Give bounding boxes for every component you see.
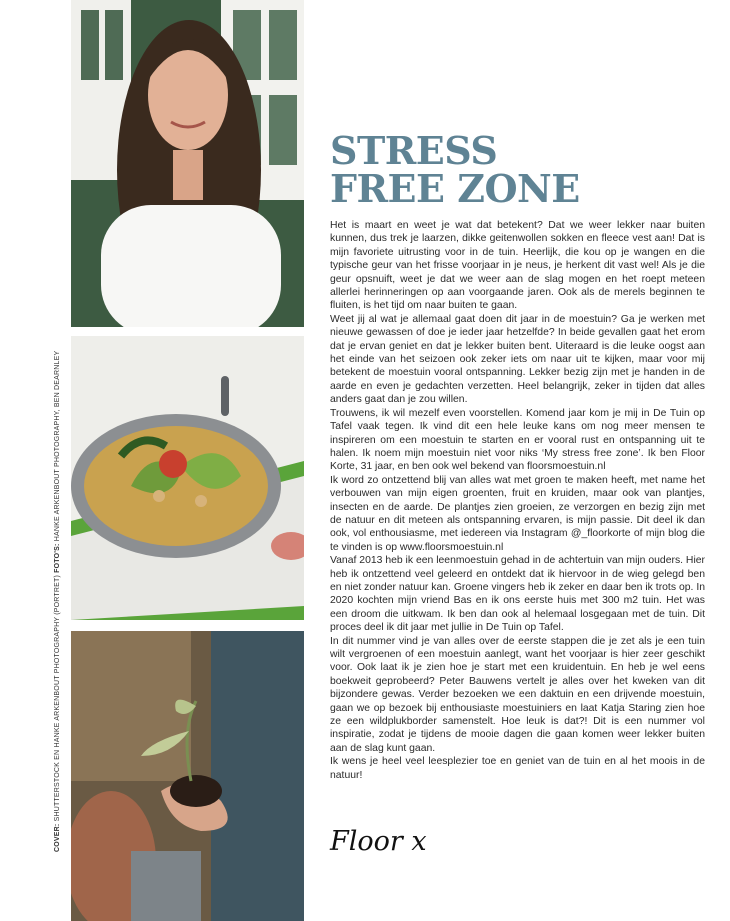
- paragraph-5: Vanaf 2013 heb ik een leenmoestuin gehad in de achtertuin van mijn ouders. Hier heb ik ontzettend veel geleerd en ontdekt dat ik hiervoor in de wieg gelegd ben en niet zonder natuur kan. Groene vingers heb ik zeker en daar ben ik trots op. In 2020 kochten mijn vriend Bas en ik ons eerste huis met 300 m2 tuin. Het was een droom die uitkwam. Ik ben dan ook al helemaal losgegaan met de tuin. Dit proces deel ik dit jaar met jullie in De Tuin op Tafel.: [330, 555, 705, 634]
- seedling-photo: [71, 631, 304, 921]
- article-body: [330, 219, 705, 782]
- photos-credit-text: HANKE ARKENBOUT PHOTOGRAPHY, BEN DEARNLEY: [54, 350, 61, 544]
- portrait-photo: [71, 0, 304, 327]
- title-line-1: STRESS: [330, 128, 498, 173]
- photos-credit-label: FOTO'S:: [54, 543, 61, 573]
- cover-credit-label: COVER:: [54, 823, 61, 852]
- paragraph-2: Weet jij al wat je allemaal gaat doen dit jaar in de moestuin? Ga je werken met nieuwe gewassen of doe je ieder jaar hetzelfde? In beide gevallen gaat het erom dat je ervan geniet en dat je lekker buiten bent. Uiteraard is die leuke oogst aan het einde van het seizoen ook zeker iets om naar uit te kijken, maar voor mij betekent de moestuin vooral ontspanning. Lekker bezig zijn met je handen in de aarde en even je gedachten verzetten. Heel belangrijk, zeker in tijden dat alles anders gaat dan je zou willen.: [330, 313, 705, 406]
- dish-photo: [71, 336, 304, 620]
- paragraph-4: Ik word zo ontzettend blij van alles wat met groen te maken heeft, met name het verbouwen van mijn eigen groenten, fruit en kruiden, maar ook van plantjes, insecten en de aarde. De plantjes zien groeien, ze verzorgen en bezig zijn met de natuur en dit meteen als ontspanning ervaren, is mijn passie. Dit deel ik dan ook, vol enthousiasme, met iedereen via Instagram @_floorkorte of mijn blog die te vinden is op www.floorsmoestuin.nl: [330, 474, 705, 553]
- signature: Floor x: [330, 826, 427, 857]
- paragraph-6: In dit nummer vind je van alles over de eerste stappen die je zet als je een tuin wilt vergroenen of een moestuin aanlegt, want het voorjaar is hier zeer geschikt voor. Ook laat ik je zien hoe je start met een kruidentuin. En heb je wel eens boekweit geprobeerd? Peter Bauwens vertelt je alles over het kweken van dit bijzondere gewas. Verder bezoeken we een daktuin en een drijvende moestuin, gaan we op bezoek bij enthousiaste moestuiniers en laat Katja Staring zien hoe ze een wildplukborder samenstelt. Hoe leuk is dat?! Dit is een nummer vol inspiratie, zodat je tijdens de mooie dagen die gaan komen weer lekker buiten aan de slag kunt gaan.: [330, 635, 705, 754]
- cover-credit-text: SHUTTERSTOCK EN HANKE ARKENBOUT PHOTOGRAPHY (PORTRET): [54, 572, 61, 824]
- paragraph-1: Het is maart en weet je wat dat betekent? Dat we weer lekker naar buiten kunnen, dus trek je laarzen, dikke geitenwollen sokken en fleece vest aan! Dat is mijn favoriete uitrusting voor in de tuin. Heerlijk, die kou op je wangen en die typische geur van het frisse voorjaar in je neus, je herkent dit vast wel! Als je die geur opsnuift, weet je dat we weer aan de slag mogen en het roept meteen allerlei herinneringen op aan voorgaande jaren. Ook als de merels beginnen te fluiten, is het tijd om naar buiten te gaan.: [330, 220, 705, 312]
- paragraph-3: Trouwens, ik wil mezelf even voorstellen. Komend jaar kom je mij in De Tuin op Tafel vaak tegen. Ik vind dit een hele leuke kans om nog meer mensen te inspireren om een moestuin te starten en er vooral rust en ontspanning uit te halen. Ik noem mijn moestuin niet voor niks ‘My stress free zone’. Ik ben Floor Korte, 31 jaar, en ben ook wel bekend van floorsmoestuin.nl: [330, 407, 705, 473]
- article-title: [330, 128, 650, 211]
- title-line-2: FREE ZONE: [330, 166, 580, 211]
- paragraph-7: Ik wens je heel veel leesplezier toe en geniet van de tuin en al het moois in de natuur!: [330, 756, 705, 781]
- photo-credits: [52, 350, 64, 852]
